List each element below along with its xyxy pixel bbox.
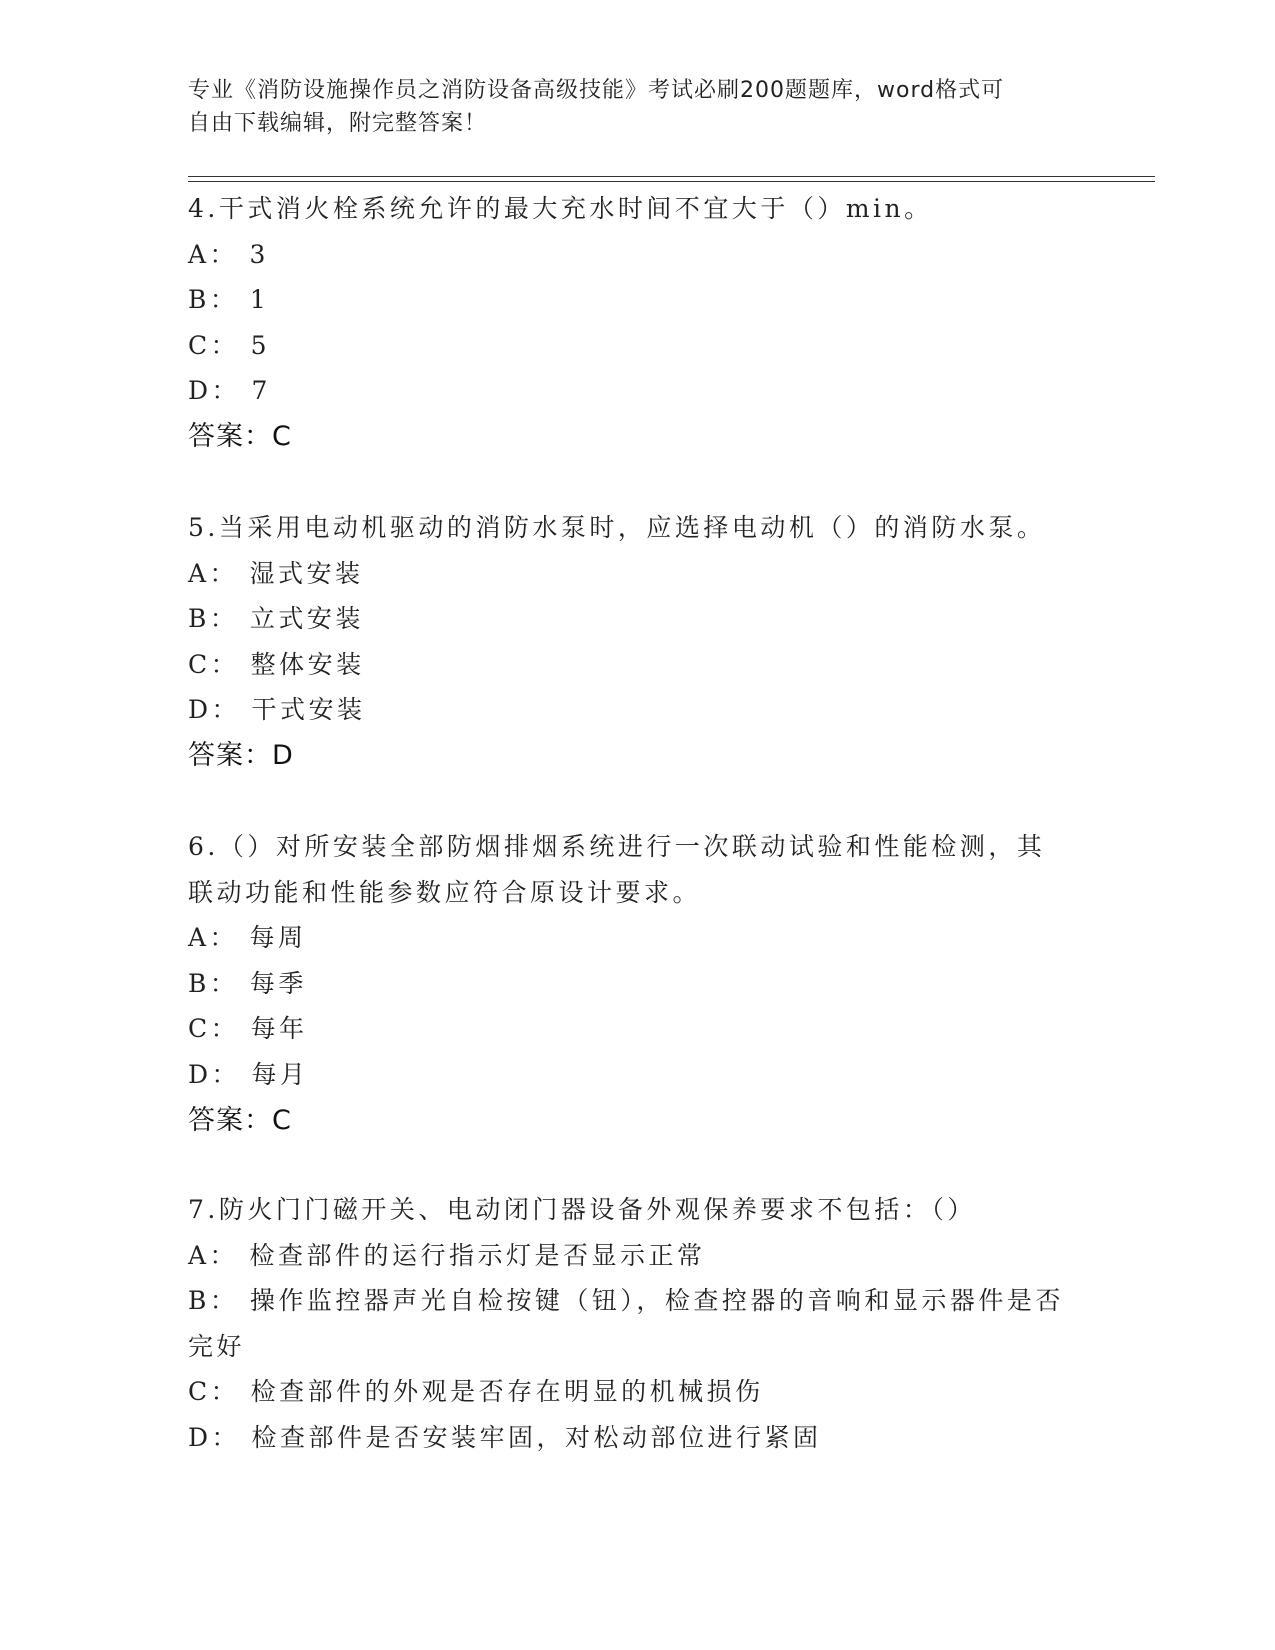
question-stem: 6.（）对所安装全部防烟排烟系统进行一次联动试验和性能检测，其	[188, 832, 1046, 861]
option-a	[188, 232, 1088, 278]
option-d	[188, 368, 1088, 414]
question-4	[188, 186, 1088, 460]
option-letter: A：	[188, 558, 239, 588]
option-letter: C：	[188, 1377, 240, 1407]
option-letter: B：	[188, 604, 239, 634]
option-letter: A：	[188, 923, 239, 953]
option-text: 5	[250, 330, 270, 360]
question-6	[188, 824, 1088, 1143]
answer-label: 答案：C	[188, 1104, 292, 1136]
option-letter: D：	[188, 695, 241, 725]
option-text: 湿式安装	[249, 558, 364, 588]
option-c	[188, 323, 1088, 369]
option-text: 每季	[249, 968, 307, 998]
option-b-continued: 完好	[188, 1331, 246, 1361]
option-text: 整体安装	[250, 649, 365, 679]
option-text: 每月	[251, 1059, 309, 1089]
header-line-2: 自由下载编辑，附完整答案！	[188, 111, 488, 136]
option-letter: B：	[188, 1286, 239, 1316]
option-b	[188, 277, 1088, 323]
header-divider-bottom	[188, 181, 1155, 182]
question-stem-continued: 联动功能和性能参数应符合原设计要求。	[188, 877, 702, 907]
option-b	[188, 1278, 1088, 1324]
option-text: 检查部件是否安装牢固，对松动部位进行紧固	[251, 1422, 822, 1452]
header-divider-top	[188, 176, 1155, 177]
option-letter: D：	[188, 1422, 241, 1452]
option-letter: D：	[188, 1059, 241, 1089]
option-letter: A：	[188, 239, 239, 269]
option-text: 每年	[250, 1014, 308, 1044]
question-7	[188, 1187, 1088, 1461]
option-b	[188, 596, 1088, 642]
option-letter: C：	[188, 649, 240, 679]
option-text: 检查部件的运行指示灯是否显示正常	[249, 1240, 706, 1270]
question-5	[188, 505, 1088, 779]
option-letter: A：	[188, 1240, 239, 1270]
option-text: 干式安装	[251, 695, 366, 725]
option-a	[188, 1233, 1088, 1279]
option-a	[188, 915, 1088, 961]
option-letter: C：	[188, 330, 240, 360]
option-text: 7	[251, 376, 271, 406]
answer-label: 答案：C	[188, 420, 292, 452]
option-text: 每周	[249, 923, 307, 953]
option-text: 立式安装	[249, 604, 364, 634]
question-stem: 5.当采用电动机驱动的消防水泵时，应选择电动机（）的消防水泵。	[188, 513, 1046, 542]
question-stem: 4.干式消火栓系统允许的最大充水时间不宜大于（）min。	[188, 194, 933, 223]
option-letter: D：	[188, 376, 241, 406]
option-text: 检查部件的外观是否存在明显的机械损伤	[250, 1377, 764, 1407]
header-line-1: 专业《消防设施操作员之消防设备高级技能》考试必刷200题题库，word格式可	[188, 78, 1005, 103]
document-header	[188, 74, 1068, 140]
option-d	[188, 687, 1088, 733]
option-c	[188, 1369, 1088, 1415]
option-letter: B：	[188, 285, 239, 315]
answer-label: 答案：D	[188, 739, 294, 771]
option-text: 3	[249, 239, 269, 269]
option-a	[188, 551, 1088, 597]
option-letter: C：	[188, 1014, 240, 1044]
option-letter: B：	[188, 968, 239, 998]
option-d	[188, 1415, 1088, 1461]
option-text: 操作监控器声光自检按键（钮），检查控器的音响和显示器件是否	[249, 1286, 1064, 1316]
option-c	[188, 642, 1088, 688]
option-b	[188, 961, 1088, 1007]
question-stem: 7.防火门门磁开关、电动闭门器设备外观保养要求不包括：（）	[188, 1195, 976, 1224]
option-c	[188, 1006, 1088, 1052]
option-d	[188, 1052, 1088, 1098]
option-text: 1	[249, 285, 270, 315]
